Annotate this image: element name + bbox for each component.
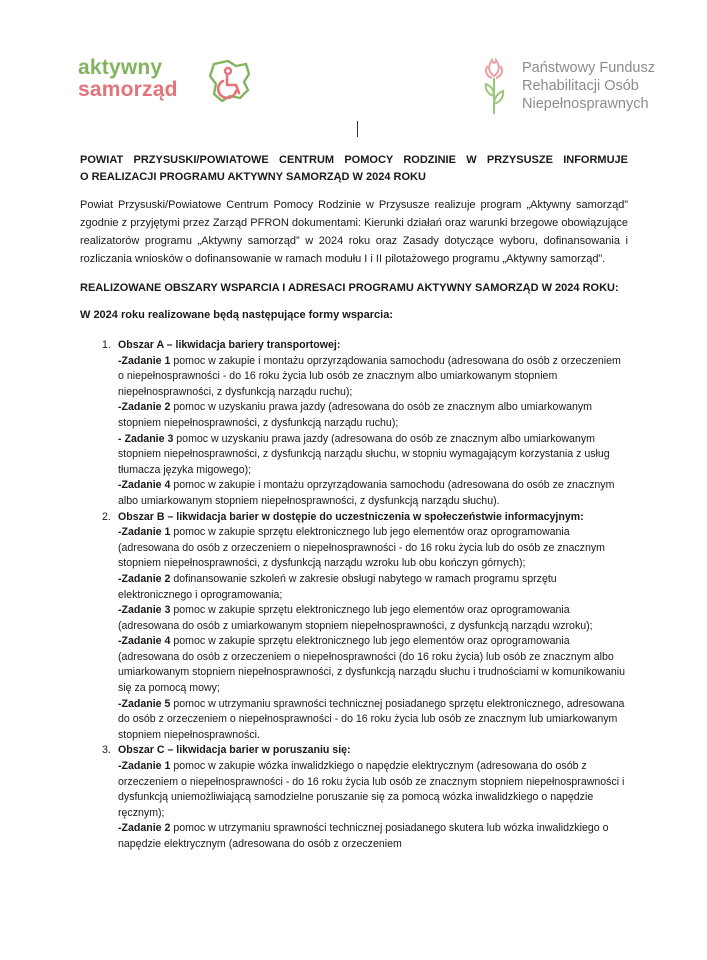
task-label: -Zadanie 2 (118, 401, 171, 414)
document-body (80, 152, 628, 853)
task-item (118, 821, 628, 852)
area-title: Obszar A – likwidacja bariery transportowej: (118, 339, 341, 351)
list-number: 3. (102, 744, 111, 757)
area-title: Obszar C – likwidacja barier w poruszaniu się: (118, 744, 351, 757)
document-title-line1: POWIAT PRZYSUSKI/POWIATOWE CENTRUM POMOCY RODZINIE W PRZYSUSZE INFORMUJE (80, 154, 628, 166)
logo-text-line1: aktywny (78, 56, 163, 79)
list-item (102, 743, 628, 852)
pfron-name (522, 59, 655, 113)
task-text: pomoc w uzyskaniu prawa jazdy (adresowana do osób ze znacznym albo umiarkowanym stopniem niepełnosprawności, z dysfunkcją narządu słuchu, w stopniu wymagającym korzystania z usług tłumacza języka migowego); (118, 432, 610, 476)
task-label: -Zadanie 4 (118, 635, 171, 648)
task-item (118, 354, 628, 401)
section-heading: REALIZOWANE OBSZARY WSPARCIA I ADRESACI PROGRAMU AKTYWNY SAMORZĄD W 2024 ROKU: (80, 282, 619, 294)
aktywny-samorzad-logo (78, 56, 258, 108)
task-item (118, 759, 628, 821)
list-number: 1. (102, 339, 111, 351)
task-label: -Zadanie 2 (118, 572, 171, 585)
intro-paragraph: Powiat Przysuski/Powiatowe Centrum Pomocy Rodzinie w Przysusze realizuje program „Aktywny samorząd” zgodnie z przyjętymi przez Zarząd PFRON dokumentami: Kierunki działań oraz warunki brzegowe obowiązujące realizatorów programu „Aktywny samorząd” w 2024 roku oraz Zasady dotyczące wyboru, dofinansowania i rozliczania wniosków o dofinansowanie w ramach modułu I i II pilotażowego programu „Aktywny samorząd”. (80, 199, 628, 265)
list-item (102, 510, 628, 744)
task-item (118, 572, 628, 603)
pfron-logo (482, 56, 682, 126)
task-label: - Zadanie 3 (118, 432, 174, 445)
task-item (118, 432, 628, 479)
task-text: pomoc w zakupie wózka inwalidzkiego o napędzie elektrycznym (adresowana do osób z orzeczeniem o niepełnosprawności - do 16 roku życia lub osób ze znacznym stopniem niepełnosprawności i dysfunkcją uniemożliwiającą samodzielne poruszanie się za pomocą wózka inwalidzkiego o napędzie ręcznym); (118, 760, 625, 819)
task-label: -Zadanie 3 (118, 604, 171, 617)
text-cursor (357, 121, 358, 137)
pfron-name-line2: Rehabilitacji Osób (522, 78, 639, 94)
document-title-line2: O REALIZACJI PROGRAMU AKTYWNY SAMORZĄD W 2024 ROKU (80, 171, 426, 183)
task-item (118, 697, 628, 744)
task-label: -Zadanie 5 (118, 697, 171, 710)
support-areas-list (80, 338, 628, 853)
task-label: -Zadanie 1 (118, 526, 171, 539)
task-label: -Zadanie 1 (118, 354, 171, 367)
pfron-name-line3: Niepełnosprawnych (522, 96, 649, 112)
logo-text-line2: samorząd (78, 78, 178, 101)
task-item (118, 603, 628, 634)
task-text: pomoc w utrzymaniu sprawności technicznej posiadanego skutera lub wózka inwalidzkiego o napędzie elektrycznym (adresowana do osób z orzeczeniem (118, 822, 609, 850)
task-text: pomoc w zakupie sprzętu elektronicznego lub jego elementów oraz oprogramowania (adresowana do osób z orzeczeniem o niepełnosprawności (do 16 roku życia) lub osób ze znacznym albo umiarkowanym stopniem niepełnosprawności, z dysfunkcją narządu słuchu i trudnościami w komunikowaniu się za pomocą mowy; (118, 635, 625, 695)
task-text: pomoc w utrzymaniu sprawności technicznej posiadanego sprzętu elektronicznego, adresowana do osób z orzeczeniem o niepełnosprawności - do 16 roku życia lub osób ze znacznym lub umiarkowanym stopniem niepełnosprawności. (118, 697, 625, 741)
wheelchair-map-icon (206, 58, 252, 104)
task-label: -Zadanie 2 (118, 822, 171, 835)
task-text: pomoc w uzyskaniu prawa jazdy (adresowana do osób ze znacznym albo umiarkowanym stopniem niepełnosprawności, z dysfunkcją narządu ruchu); (118, 401, 593, 429)
task-text: pomoc w zakupie i montażu oprzyrządowania samochodu (adresowana do osób z orzeczeniem o niepełnosprawności - do 16 roku życia lub osób ze znacznym albo umiarkowanym stopniem niepełnosprawności, z dysfunkcją narządu ruchu); (118, 354, 621, 398)
task-text: dofinansowanie szkoleń w zakresie obsługi nabytego w ramach programu sprzętu elektronicznego i oprogramowania; (118, 572, 557, 601)
document-title (80, 152, 628, 186)
task-text: pomoc w zakupie sprzętu elektronicznego lub jego elementów oraz oprogramowania (adresowana do osób z orzeczeniem o niepełnosprawności - do 16 roku życia lub do osób ze znacznym stopniem niepełnosprawności, z dysfunkcją narządu wzroku lub obu kończyn górnych); (118, 526, 605, 570)
task-label: -Zadanie 1 (118, 760, 171, 773)
task-item (118, 400, 628, 431)
task-item (118, 525, 628, 572)
list-item (102, 338, 628, 510)
list-number: 2. (102, 510, 111, 523)
area-title: Obszar B – likwidacja barier w dostępie do uczestniczenia w społeczeństwie informacyjnym: (118, 510, 584, 523)
task-text: pomoc w zakupie i montażu oprzyrządowania samochodu (adresowana do osób ze znacznym albo umiarkowanym stopniem niepełnosprawności, z dysfunkcją narządu słuchu). (118, 479, 615, 507)
task-label: -Zadanie 4 (118, 479, 171, 492)
pfron-name-line1: Państwowy Fundusz (522, 60, 655, 76)
pfron-flower-icon (482, 56, 516, 118)
task-item (118, 478, 628, 509)
section-subheading: W 2024 roku realizowane będą następujące formy wsparcia: (80, 309, 394, 321)
task-item (118, 634, 628, 696)
task-text: pomoc w zakupie sprzętu elektronicznego lub jego elementów oraz oprogramowania (adresowana do osób z umiarkowanym stopniem niepełnosprawności, z dysfunkcją narządu wzroku); (118, 604, 593, 632)
